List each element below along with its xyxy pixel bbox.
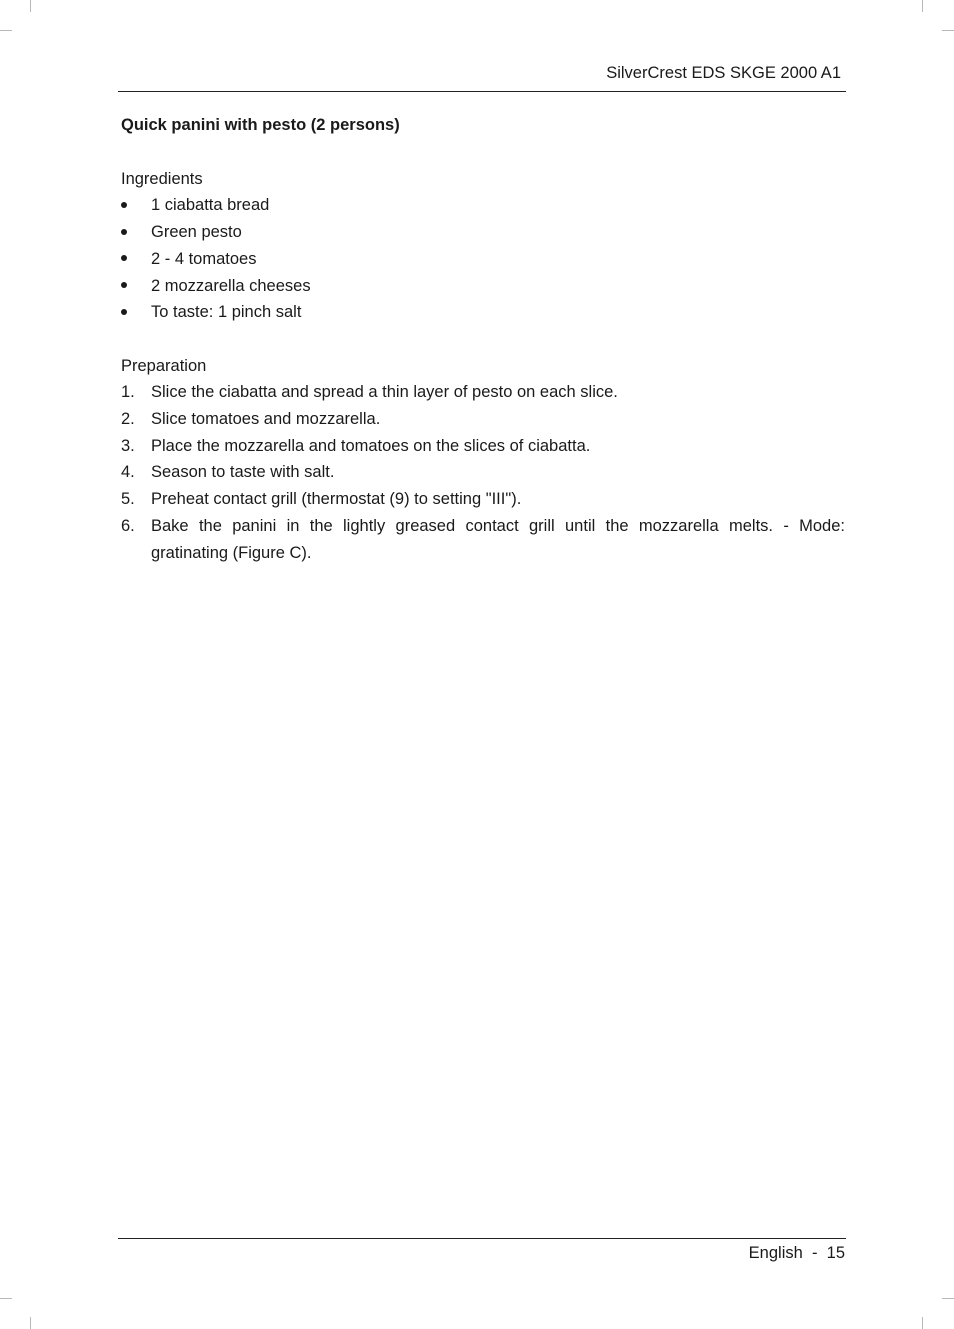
list-item [121, 299, 845, 326]
ingredient-text: Green pesto [151, 223, 242, 242]
list-item [121, 246, 845, 273]
step-text: Slice the ciabatta and spread a thin layer of pesto on each slice. [151, 383, 618, 402]
step-text: Preheat contact grill (thermostat (9) to setting "III"). [151, 490, 522, 509]
footer-separator: - [811, 1244, 818, 1262]
crop-mark [0, 1298, 12, 1299]
crop-mark [942, 1298, 954, 1299]
crop-mark [30, 0, 31, 12]
step-number: 6. [121, 516, 135, 535]
crop-mark [942, 30, 954, 31]
ingredient-text: 1 ciabatta bread [151, 196, 270, 215]
list-item [121, 433, 845, 460]
step-text: Slice tomatoes and mozzarella. [151, 410, 381, 429]
bullet-icon [121, 299, 131, 326]
list-item [121, 379, 845, 406]
crop-mark [0, 30, 12, 31]
page-footer [749, 1244, 845, 1263]
crop-mark [30, 1317, 31, 1329]
page-content [121, 112, 845, 566]
bullet-icon [121, 192, 131, 219]
footer-rule [118, 1238, 846, 1239]
preparation-steps [121, 379, 845, 566]
page-header: SilverCrest EDS SKGE 2000 A1 [606, 64, 841, 82]
header-rule [118, 91, 846, 92]
ingredient-text: To taste: 1 pinch salt [151, 303, 302, 322]
footer-language: English [748, 1244, 803, 1262]
crop-mark [922, 1317, 923, 1329]
list-item [121, 513, 845, 566]
ingredients-heading: Ingredients [121, 169, 203, 188]
step-number: 5. [121, 490, 135, 509]
bullet-icon [121, 246, 131, 273]
step-text: Place the mozzarella and tomatoes on the slices of ciabatta. [151, 436, 591, 455]
preparation-heading: Preparation [121, 356, 207, 375]
bullet-icon [121, 219, 131, 246]
step-number: 2. [121, 410, 135, 429]
ingredient-text: 2 - 4 tomatoes [151, 249, 257, 268]
list-item [121, 273, 845, 300]
ingredient-text: 2 mozzarella cheeses [151, 276, 311, 295]
list-item [121, 459, 845, 486]
list-item [121, 192, 845, 219]
page-number: 15 [826, 1244, 845, 1262]
step-text: Season to taste with salt. [151, 463, 335, 482]
step-number: 4. [121, 463, 135, 482]
recipe-title: Quick panini with pesto (2 persons) [121, 116, 400, 134]
bullet-icon [121, 273, 131, 300]
step-text: Bake the panini in the lightly greased contact grill until the mozzarella melts. - Mode: gratinating (Figure C). [151, 516, 845, 562]
list-item [121, 486, 845, 513]
step-number: 1. [121, 383, 135, 402]
crop-mark [922, 0, 923, 12]
list-item [121, 406, 845, 433]
list-item [121, 219, 845, 246]
ingredients-list [121, 192, 845, 326]
step-number: 3. [121, 436, 135, 455]
